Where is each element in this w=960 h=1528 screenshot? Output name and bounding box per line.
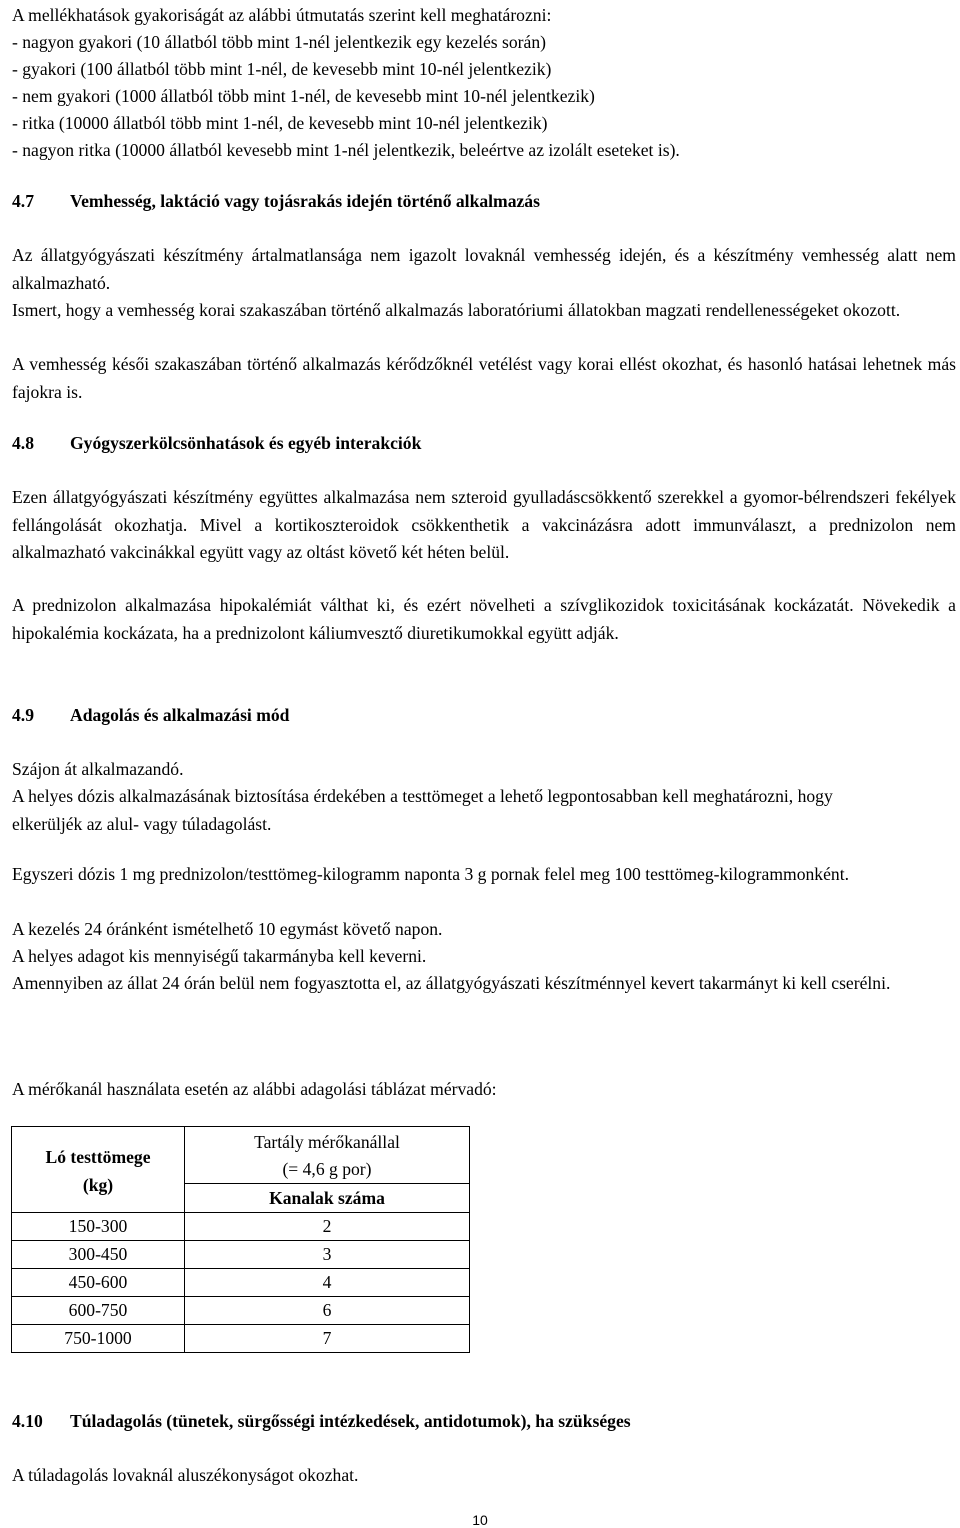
paragraph: Egyszeri dózis 1 mg prednizolon/testtömeg-kilogramm naponta 3 g pornak felel meg 100 testtömeg-kilogrammonként. [12, 864, 849, 884]
spoons-cell: 6 [185, 1297, 470, 1325]
section-heading-4-7 [12, 188, 540, 216]
section-title: Vemhesség, laktáció vagy tojásrakás idején történő alkalmazás [70, 191, 540, 211]
side-effects-intro: A mellékhatások gyakoriságát az alábbi útmutatás szerint kell meghatározni: [12, 5, 552, 25]
weight-cell: 150-300 [12, 1213, 185, 1241]
paragraph: A kezelés 24 óránként ismételhető 10 egymást követő napon. [12, 919, 443, 939]
spoons-cell: 4 [185, 1269, 470, 1297]
header-weight-line1: Ló testtömege [45, 1146, 151, 1167]
table-row [12, 1325, 470, 1353]
weight-cell: 750-1000 [12, 1325, 185, 1353]
paragraph: A vemhesség késői szakaszában történő alkalmazás kérődzőknél vetélést vagy korai ellést okozhat, és hasonló hatásai lehetnek más fajokra is. [12, 354, 956, 402]
spoons-cell: 2 [185, 1213, 470, 1241]
header-weight-line2: (kg) [82, 1174, 114, 1195]
page-number: 10 [472, 1512, 488, 1528]
section-heading-4-10 [12, 1408, 631, 1436]
table-row [12, 1241, 470, 1269]
paragraph: Ezen állatgyógyászati készítmény együttes alkalmazása nem szteroid gyulladáscsökkentő szerekkel a gyomor-bélrendszeri fekélyek fellángolását okozhatja. Mivel a kortikoszteroidok csökkenthetik a vakcinázásra adott immunválaszt, a prednizolon nem alkalmazható vakcinákkal együtt vagy az oltást követő két héten belül. [12, 487, 956, 562]
section-title: Gyógyszerkölcsönhatások és egyéb interakciók [70, 433, 422, 453]
header-spoon-count: Kanalak száma [185, 1184, 470, 1213]
header-tank-line1: Tartály mérőkanállal [254, 1132, 400, 1152]
paragraph: Az állatgyógyászati készítmény ártalmatlansága nem igazolt lovaknál vemhesség idején, és a készítmény vemhesség alatt nem alkalmazható. [12, 245, 956, 293]
section-title: Adagolás és alkalmazási mód [70, 705, 290, 725]
side-effects-item: - nem gyakori (1000 állatból több mint 1-nél, de kevesebb mint 10-nél jelentkezik) [12, 86, 595, 106]
side-effects-item: - nagyon ritka (10000 állatból kevesebb mint 1-nél jelentkezik, beleértve az izolált eseteket is). [12, 140, 680, 160]
paragraph: A helyes dózis alkalmazásának biztosítása érdekében a testtömeget a lehető legpontosabban kell meghatározni, hogy elkerüljék az alul- vagy túladagolást. [12, 786, 833, 834]
weight-cell: 300-450 [12, 1241, 185, 1269]
paragraph: Ismert, hogy a vemhesség korai szakaszában történő alkalmazás laboratóriumi állatokban magzati rendellenességeket okozott. [12, 300, 901, 320]
table-row [12, 1269, 470, 1297]
section-title: Túladagolás (tünetek, sürgősségi intézkedések, antidotumok), ha szükséges [70, 1411, 631, 1431]
weight-cell: 600-750 [12, 1297, 185, 1325]
table-row [12, 1213, 470, 1241]
paragraph: A túladagolás lovaknál aluszékonyságot okozhat. [12, 1465, 359, 1485]
section-number: 4.7 [12, 191, 34, 211]
paragraph: A helyes adagot kis mennyiségű takarmányba kell keverni. [12, 946, 427, 966]
paragraph: A prednizolon alkalmazása hipokalémiát válthat ki, és ezért növelheti a szívglikozidok toxicitásának kockázatát. Növekedik a hipokalémia kockázata, ha a prednizolont káliumvesztő diuretikumokkal együtt adják. [12, 595, 956, 643]
table-intro: A mérőkanál használata esetén az alábbi adagolási táblázat mérvadó: [12, 1079, 497, 1099]
header-horse-weight [12, 1127, 185, 1213]
section-number: 4.10 [12, 1411, 43, 1431]
table-row [12, 1297, 470, 1325]
section-heading-4-8 [12, 430, 421, 458]
section-number: 4.9 [12, 705, 34, 725]
spoons-cell: 3 [185, 1241, 470, 1269]
paragraph: Szájon át alkalmazandó. [12, 759, 184, 779]
weight-cell: 450-600 [12, 1269, 185, 1297]
side-effects-item: - gyakori (100 állatból több mint 1-nél, de kevesebb mint 10-nél jelentkezik) [12, 59, 552, 79]
section-number: 4.8 [12, 433, 34, 453]
spoons-cell: 7 [185, 1325, 470, 1353]
paragraph: Amennyiben az állat 24 órán belül nem fogyasztotta el, az állatgyógyászati készítménnyel kevert takarmányt ki kell cserélni. [12, 973, 891, 993]
header-tank-line2: (= 4,6 g por) [282, 1159, 372, 1179]
side-effects-item: - nagyon gyakori (10 állatból több mint 1-nél jelentkezik egy kezelés során) [12, 32, 546, 52]
side-effects-item: - ritka (10000 állatból több mint 1-nél, de kevesebb mint 10-nél jelentkezik) [12, 113, 548, 133]
dosage-table [11, 1126, 470, 1353]
section-heading-4-9 [12, 702, 289, 730]
header-measuring-tank [185, 1127, 470, 1184]
